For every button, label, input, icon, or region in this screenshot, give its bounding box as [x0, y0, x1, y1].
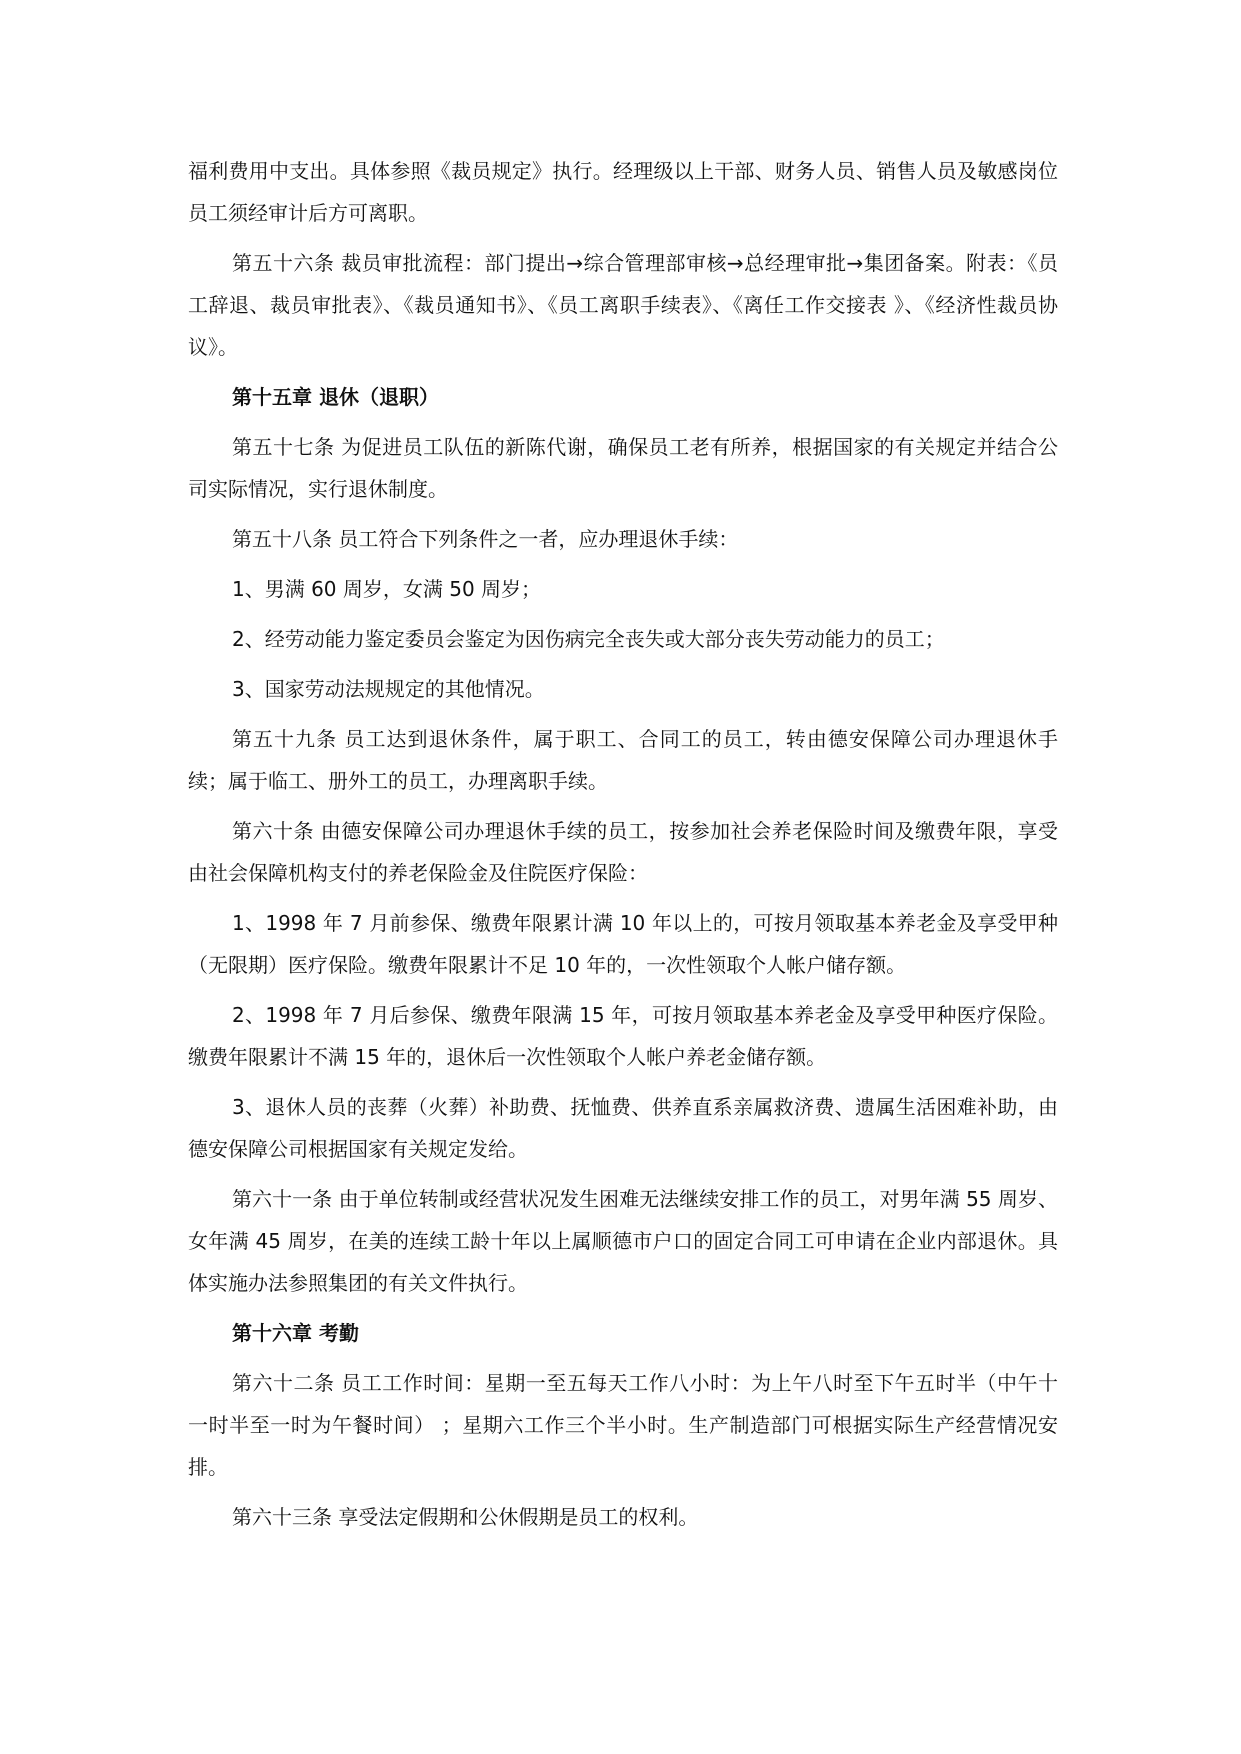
article-62: 第六十二条 员工工作时间：星期一至五每天工作八小时：为上午八时至下午五时半（中午十一时半至一时为午餐时间） ；星期六工作三个半小时。生产制造部门可根据实际生产经营情况安排。	[188, 1371, 1058, 1479]
article-57: 第五十七条 为促进员工队伍的新陈代谢，确保员工老有所养，根据国家的有关规定并结合公司实际情况，实行退休制度。	[188, 435, 1058, 501]
article-60-item-1: 1、1998 年 7 月前参保、缴费年限累计满 10 年以上的，可按月领取基本养老金及享受甲种（无限期）医疗保险。缴费年限累计不足 10 年的，一次性领取个人帐户储存额。	[188, 911, 1058, 977]
article-60: 第六十条 由德安保障公司办理退休手续的员工，按参加社会养老保险时间及缴费年限，享受由社会保障机构支付的养老保险金及住院医疗保险：	[188, 819, 1058, 885]
article-60-item-3: 3、退休人员的丧葬（火葬）补助费、抚恤费、供养直系亲属救济费、遗属生活困难补助，由德安保障公司根据国家有关规定发给。	[188, 1095, 1058, 1161]
article-63: 第六十三条 享受法定假期和公休假期是员工的权利。	[232, 1505, 699, 1529]
paragraph-layoff-continuation: 福利费用中支出。具体参照《裁员规定》执行。经理级以上干部、财务人员、销售人员及敏感岗位员工须经审计后方可离职。	[188, 159, 1058, 225]
document-page	[188, 150, 1058, 1546]
article-58-item-2: 2、经劳动能力鉴定委员会鉴定为因伤病完全丧失或大部分丧失劳动能力的员工；	[232, 627, 945, 651]
article-60-item-2: 2、1998 年 7 月后参保、缴费年限满 15 年，可按月领取基本养老金及享受甲种医疗保险。缴费年限累计不满 15 年的，退休后一次性领取个人帐户养老金储存额。	[188, 1003, 1058, 1069]
article-58-item-1: 1、男满 60 周岁，女满 50 周岁；	[232, 577, 542, 601]
article-56: 第五十六条 裁员审批流程：部门提出→综合管理部审核→总经理审批→集团备案。附表：《员工辞退、裁员审批表》、《裁员通知书》、《员工离职手续表》、《离任工作交接表 》、《经济性裁员协议》。	[188, 251, 1058, 359]
article-61: 第六十一条 由于单位转制或经营状况发生困难无法继续安排工作的员工，对男年满 55 周岁、女年满 45 周岁，在美的连续工龄十年以上属顺德市户口的固定合同工可申请在企业内部退休。具体实施办法参照集团的有关文件执行。	[188, 1187, 1058, 1295]
article-58: 第五十八条 员工符合下列条件之一者，应办理退休手续：	[232, 527, 739, 551]
article-59: 第五十九条 员工达到退休条件，属于职工、合同工的员工，转由德安保障公司办理退休手续；属于临工、册外工的员工，办理离职手续。	[188, 727, 1058, 793]
article-58-item-3: 3、国家劳动法规规定的其他情况。	[232, 677, 545, 701]
chapter-16-heading: 第十六章 考勤	[232, 1321, 359, 1345]
chapter-15-heading: 第十五章 退休（退职）	[232, 385, 439, 409]
